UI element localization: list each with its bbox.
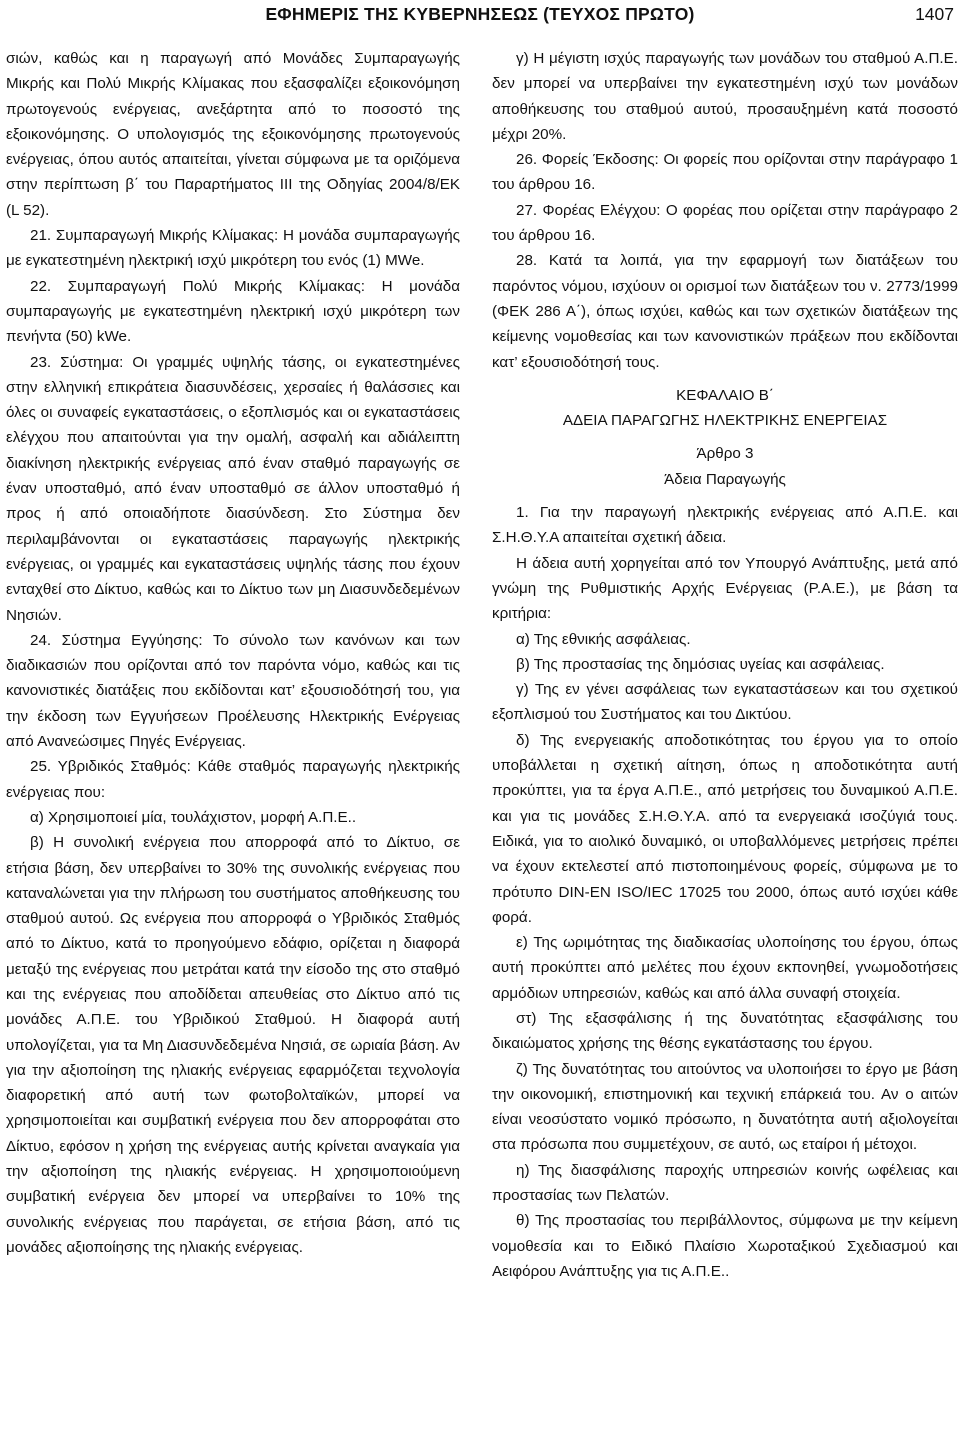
paragraph: η) Της διασφάλισης παροχής υπηρεσιών κοινής ωφέλειας και προστασίας των Πελατών. — [492, 1161, 958, 1205]
paragraph: 22. Συμπαραγωγή Πολύ Μικρής Κλίμακας: Η μονάδα συμπαραγωγής με εγκατεστημένη ηλεκτρική ισχύ μικρότερη των πενήντα (50) kWe. — [6, 277, 460, 346]
paragraph: 26. Φορείς Έκδοσης: Οι φορείς που ορίζονται στην παράγραφο 1 του άρθρου 16. — [492, 151, 958, 194]
chapter-label: ΚΕΦΑΛΑΙΟ Β΄ — [676, 386, 774, 404]
paragraph: στ) Της εξασφάλισης ή της δυνατότητας εξασφάλισης του δικαιώματος χρήσης της θέσης εγκατάστασης του έργου. — [492, 1009, 958, 1053]
paragraph: 28. Κατά τα λοιπά, για την εφαρμογή των διατάξεων του παρόντος νόμου, ισχύουν οι ορισμοί των διατάξεων του ν. 2773/1999 (ΦΕΚ 286 Α΄), όπως ισχύει, καθώς και των σχετικών διατάξεων της κείμενης νομοθεσίας και των κανονιστικών πράξεων που εκδίδονται κατ’ εξουσιοδότησή τους. — [492, 252, 958, 371]
article-title: Άδεια Παραγωγής — [664, 470, 786, 488]
left-column — [6, 46, 460, 1260]
paragraph: γ) Της εν γένει ασφάλειας των εγκαταστάσεων και του σχετικού εξοπλισμού του Συστήματος και του Δικτύου. — [492, 681, 958, 724]
right-column — [492, 46, 958, 1284]
paragraph: 25. Υβριδικός Σταθμός: Κάθε σταθμός παραγωγής ηλεκτρικής ενέργειας που: — [6, 758, 460, 801]
paragraph: ζ) Της δυνατότητας του αιτούντος να υλοποιήσει το έργο με βάση την οικονομική, επιστημονική και τεχνική επάρκειά του. Αν ο αιτών είναι νεοσύστατο νομικό πρόσωπο, η δυνατότητα αυτή αξιολογείται στα πρόσωπα που συμμετέχουν, σε αυτό, ως εταίροι ή μέτοχοι. — [492, 1060, 958, 1154]
paragraph: α) Της εθνικής ασφάλειας. — [516, 630, 691, 648]
paragraph: θ) Της προστασίας του περιβάλλοντος, σύμφωνα με την κείμενη νομοθεσία και το Ειδικό Πλαίσιο Χωροταξικού Σχεδιασμού και Αειφόρου Ανάπτυξης για τις Α.Π.Ε.. — [492, 1212, 958, 1280]
paragraph: 27. Φορέας Ελέγχου: Ο φορέας που ορίζεται στην παράγραφο 2 του άρθρου 16. — [492, 201, 958, 245]
paragraph: β) Της προστασίας της δημόσιας υγείας και ασφάλειας. — [516, 655, 885, 673]
paragraph: ε) Της ωριμότητας της διαδικασίας υλοποίησης του έργου, όπως αυτή προκύπτει από μελέτες που έχουν εκπονηθεί, γνωμοδοτήσεις αρμόδιων υπηρεσιών, καθώς και από άλλα συναφή στοιχεία. — [492, 934, 958, 1002]
paragraph: σιών, καθώς και η παραγωγή από Μονάδες Συμπαραγωγής Μικρής και Πολύ Μικρής Κλίμακας που εξασφαλίζει εξοικονόμηση πρωτογενούς ενέργειας, ανεξάρτητα από το ποσοστό της εξοικονόμησης. Ο υπολογισμός της εξοικονόμησης πρωτογενούς ενέργειας, όπου αυτός απαιτείται, γίνεται σύμφωνα με τα οριζόμενα στην περίπτωση β΄ του Παραρτήματος III της Οδηγίας 2004/8/ΕΚ (L 52). — [6, 50, 460, 219]
page-number: 1407 — [915, 4, 954, 24]
paragraph: β) Η συνολική ενέργεια που απορροφά από το Δίκτυο, σε ετήσια βάση, δεν υπερβαίνει το 30% της συνολικής ενέργειας που καταναλώνεται για την πλήρωση του συστήματος αποθήκευσης του σταθμού αυτού. Ως ενέργεια που απορροφά ο Υβριδικός Σταθμός από το Δίκτυο, κατά το προηγούμενο εδάφιο, ορίζεται η διαφορά μεταξύ της ενέργειας που μετράται κατά την είσοδο της στο σταθμό και της ενέργειας που αποδίδεται απευθείας στο Δίκτυο από τις μονάδες Α.Π.Ε. του Υβριδικού Σταθμού. Η διαφορά αυτή υπολογίζεται, για τα Μη Διασυνδεδεμένα Νησιά, σε ωριαία βάση. Αν για την αξιοποίηση της ηλιακής ενέργειας εφαρμόζεται τεχνολογία διαφορετική από αυτή των φωτοβολταϊκών, μπορεί να χρησιμοποιείται και συμβατική ενέργεια που δεν απορροφάται στο Δίκτυο, εφόσον η χρήση της ενέργειας αυτής κρίνεται αναγκαία για την αξιοποίηση της ηλιακής ενέργειας. Η χρησιμοποιούμενη συμβατική ενέργεια δεν μπορεί να υπερβαίνει το 10% της συνολικής ενέργειας που παράγεται, σε ετήσια βάση, από τις μονάδες αξιοποίησης της ηλιακής ενέργειας. — [6, 834, 460, 1256]
chapter-title: ΑΔΕΙΑ ΠΑΡΑΓΩΓΗΣ ΗΛΕΚΤΡΙΚΗΣ ΕΝΕΡΓΕΙΑΣ — [562, 412, 888, 430]
gazette-title: ΕΦΗΜΕΡΙΣ ΤΗΣ ΚΥΒΕΡΝΗΣΕΩΣ (ΤΕΥΧΟΣ ΠΡΩΤΟ) — [265, 4, 695, 24]
paragraph: 1. Για την παραγωγή ηλεκτρικής ενέργειας από Α.Π.Ε. και Σ.Η.Θ.Υ.Α απαιτείται σχετική άδεια. — [492, 504, 958, 547]
paragraph: 24. Σύστημα Εγγύησης: Το σύνολο των κανόνων και των διαδικασιών που ορίζονται από τον παρόντα νόμο, καθώς και τις κανονιστικές διατάξεις που εκδίδονται κατ’ εξουσιοδότησή του, για την έκδοση των Εγγυήσεων Προέλευσης Ηλεκτρικής Ενέργειας από Ανανεώσιμες Πηγές Ενέργειας. — [6, 631, 460, 751]
paragraph: 21. Συμπαραγωγή Μικρής Κλίμακας: Η μονάδα συμπαραγωγής με εγκατεστημένη ηλεκτρική ισχύ μικρότερη του ενός (1) MWe. — [6, 227, 460, 270]
article-label: Άρθρο 3 — [696, 445, 754, 463]
paragraph: δ) Της ενεργειακής αποδοτικότητας του έργου για το οποίο υποβάλλεται η σχετική αίτηση, όπως η αποδοτικότητα αυτή προκύπτει, για τα έργα Α.Π.Ε., από μετρήσεις του δυναμικού Α.Π.Ε. και για τις μονάδες Σ.Η.Θ.Υ.Α. από τα ενεργειακά ισοζύγιά τους. Ειδικά, για το αιολικό δυναμικό, οι υποβαλλόμενες μετρήσεις πρέπει να έχουν εκτελεστεί από πιστοποιημένους φορείς, σύμφωνα με το πρότυπο DIN-EN ISO/IEC 17025 του 2000, όπως αυτό ισχύει κάθε φορά. — [492, 731, 958, 926]
paragraph: Η άδεια αυτή χορηγείται από τον Υπουργό Ανάπτυξης, μετά από γνώμη της Ρυθμιστικής Αρχής Ενέργειας (Ρ.Α.Ε.), με βάση τα κριτήρια: — [492, 554, 958, 623]
paragraph: 23. Σύστημα: Οι γραμμές υψηλής τάσης, οι εγκατεστημένες στην ελληνική επικράτεια διασυνδέσεις, χερσαίες ή θαλάσσιες και όλες οι συναφείς εγκαταστάσεις, ο εξοπλισμός και οι εγκαταστάσεις ελέγχου που απαιτούνται για την ομαλή, ασφαλή και αδιάλειπτη διακίνηση ηλεκτρικής ενέργειας από έναν σταθμό παραγωγής σε έναν υποσταθμό, από έναν υποσταθμό σε άλλον υποσταθμό ή προς ή από οποιαδήποτε διασύνδεση. Στο Σύστημα δεν περιλαμβάνονται οι εγκαταστάσεις παραγωγής ηλεκτρικής ενέργειας, οι γραμμές και εγκαταστάσεις υψηλής τάσης που έχουν ενταχθεί στο Δίκτυο, καθώς και το Δίκτυο των μη Διασυνδεδεμένων Νησιών. — [6, 353, 460, 624]
paragraph: γ) Η μέγιστη ισχύς παραγωγής των μονάδων του σταθμού Α.Π.Ε. δεν μπορεί να υπερβαίνει την εγκατεστημένη ισχύ των μονάδων αποθήκευσης του σταθμού αυτού, προσαυξημένη κατά ποσοστό μέχρι 20%. — [492, 50, 958, 143]
page-header — [0, 0, 960, 34]
paragraph: α) Χρησιμοποιεί μία, τουλάχιστον, μορφή Α.Π.Ε.. — [30, 808, 357, 826]
